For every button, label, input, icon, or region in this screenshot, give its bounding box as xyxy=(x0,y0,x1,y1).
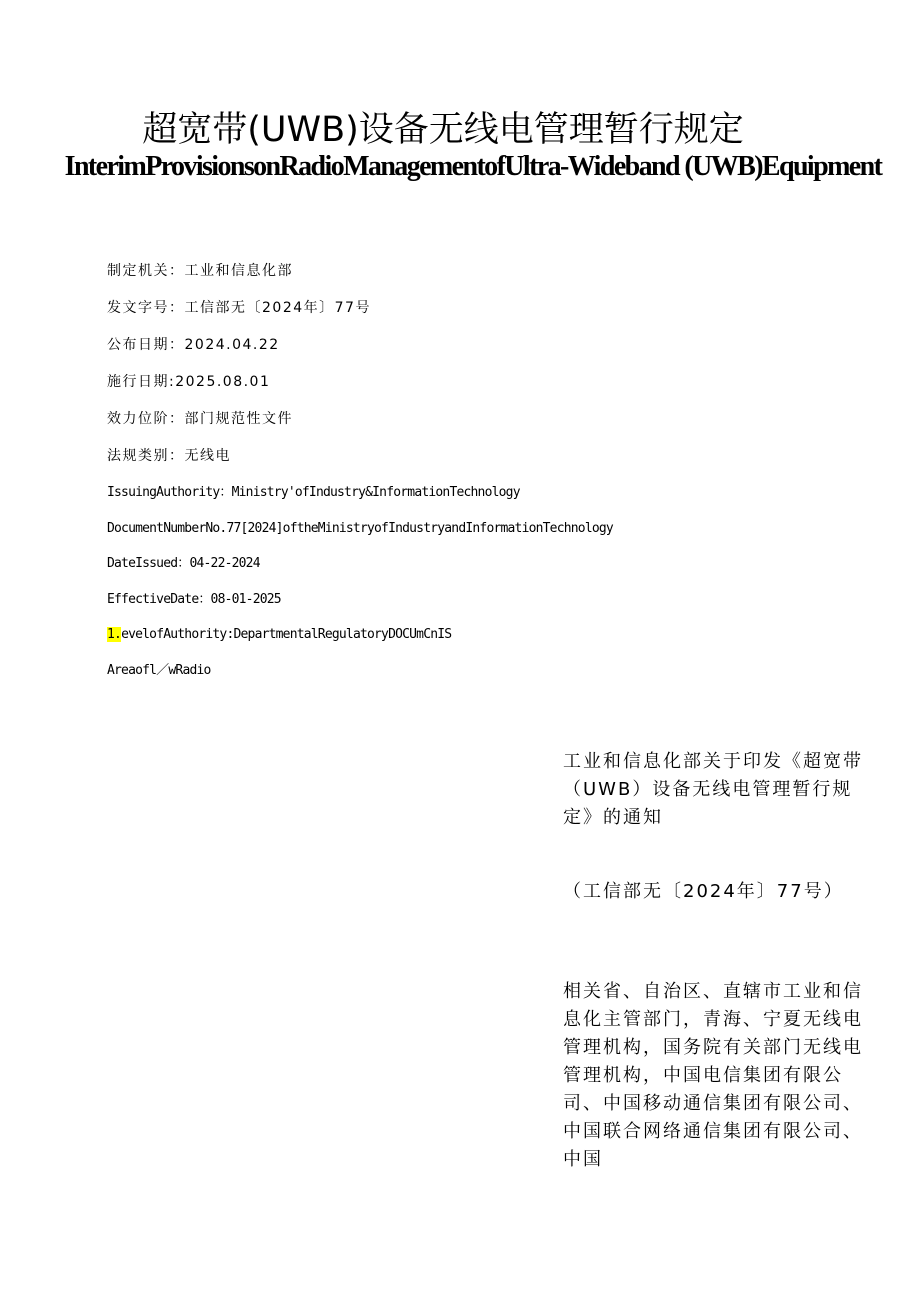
meta-level-en-text: evelofAuthority:DepartmentalRegulatoryDOCUmCnIS xyxy=(121,627,452,642)
notice-number: （工信部无〔2024年〕77号） xyxy=(563,881,844,902)
meta-level-en xyxy=(107,622,613,658)
title-chinese: 超宽带(UWB)设备无线电管理暂行规定 xyxy=(142,110,744,150)
meta-authority-zh: 制定机关：工业和信息化部 xyxy=(107,263,293,279)
title-english: InterimProvisionsonRadioManagementofUltra-Wideband (UWB)Equipment xyxy=(64,151,882,182)
notice-title: 工业和信息化部关于印发《超宽带（UWB）设备无线电管理暂行规定》的通知 xyxy=(563,751,863,828)
meta-area-en: Areaofl／wRadio xyxy=(107,662,211,678)
highlight-mark: 1. xyxy=(107,627,122,642)
meta-authority-en: IssuingAuthority：Ministry'ofIndustry&InformationTechnology xyxy=(107,485,520,500)
meta-category-zh: 法规类别：无线电 xyxy=(107,448,231,464)
metadata-list xyxy=(107,258,613,693)
meta-issued-date-zh: 公布日期：2024.04.22 xyxy=(107,337,280,353)
meta-doc-number-zh: 发文字号：工信部无〔2024年〕77号 xyxy=(107,300,371,316)
meta-doc-number-en: DocumentNumberNo.77[2024]oftheMinistryofIndustryandInformationTechnology xyxy=(107,520,613,536)
meta-level-zh: 效力位阶：部门规范性文件 xyxy=(107,411,293,427)
meta-effective-date-en: EffectiveDate：08-01-2025 xyxy=(107,591,281,607)
notice-body: 相关省、自治区、直辖市工业和信息化主管部门，青海、宁夏无线电管理机构，国务院有关部门无线电管理机构，中国电信集团有限公司、中国移动通信集团有限公司、中国联合网络通信集团有限公司、中国 xyxy=(563,981,863,1170)
meta-effective-date-zh: 施行日期:2025.08.01 xyxy=(107,374,271,390)
meta-issued-date-en: DateIssued：04-22-2024 xyxy=(107,556,260,571)
